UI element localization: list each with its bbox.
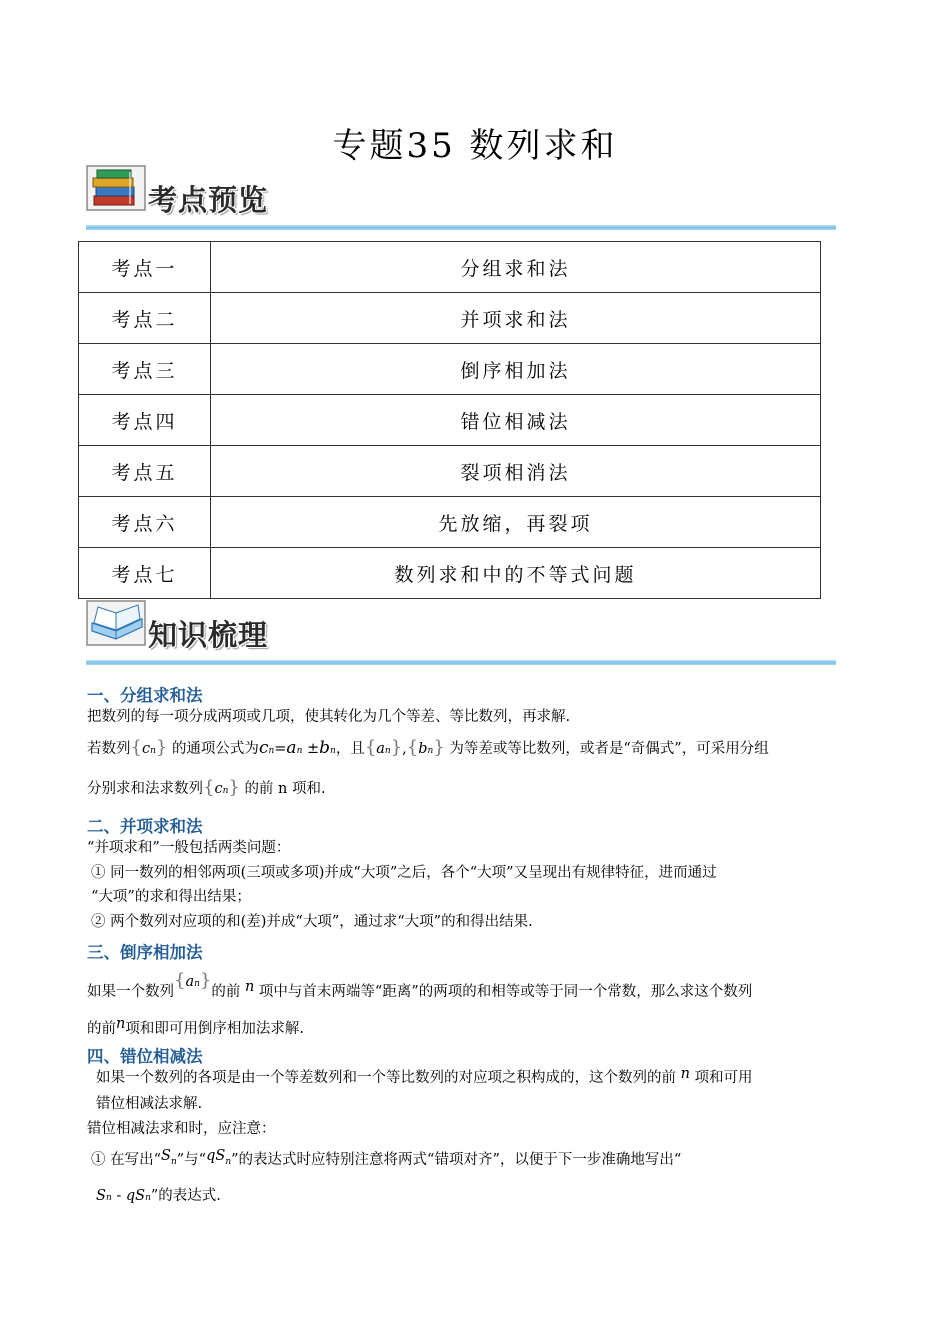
topic-value: 先放缩，再裂项 [211,497,821,548]
paragraph: 如果一个数列{an}的前 n 项中与首末两端等“距离”的两项的和相等或等于同一个常数，那么求这个数列 [87,970,753,1000]
topic-key: 考点三 [79,344,211,395]
banner-preview [86,162,836,230]
table-row [79,446,821,497]
banner-knowledge-title: 知识梳理 [148,618,269,652]
books-icon [86,162,148,214]
banner-knowledge [86,597,836,665]
paragraph: 分别求和法求数列{cn} 的前 n 项和. [87,777,326,798]
paragraph: 的前n项和即可用倒序相加法求解. [87,1016,304,1037]
paragraph: 把数列的每一项分成两项或几项，使其转化为几个等差、等比数列，再求解. [87,709,571,725]
table-row [79,293,821,344]
paragraph: 如果一个数列的各项是由一个等差数列和一个等比数列的对应项之积构成的，这个数列的前 n 项和可用 [96,1066,753,1086]
topic-value: 倒序相加法 [211,344,821,395]
paragraph-formula: 若数列{cn} 的通项公式为cn=an ±bn，且{an},{bn} 为等差或等比数列，或者是“奇偶式”，可采用分组 [87,737,769,758]
page-title: 专题35 数列求和 [332,126,618,166]
banner-divider [86,660,836,665]
banner-divider [86,225,836,230]
topic-key: 考点四 [79,395,211,446]
section-heading-4: 四、错位相减法 [87,1047,203,1066]
paragraph: “大项”的求和得出结果； [91,889,251,905]
paragraph: 错位相减法求解. [96,1096,203,1112]
paragraph: ① 同一数列的相邻两项(三项或多项)并成“大项”之后，各个“大项”又呈现出有规律特征，进而通过 [91,865,717,881]
topic-key: 考点一 [79,242,211,293]
topic-key: 考点六 [79,497,211,548]
table-row [79,344,821,395]
table-row [79,548,821,599]
section-heading-3: 三、倒序相加法 [87,943,203,962]
topic-value: 裂项相消法 [211,446,821,497]
topics-table [78,241,821,599]
table-row [79,395,821,446]
banner-preview-title: 考点预览 [148,183,269,217]
table-row [79,497,821,548]
section-heading-2: 二、并项求和法 [87,817,203,836]
paragraph: Sn - qSn”的表达式. [96,1188,221,1204]
topic-value: 数列求和中的不等式问题 [211,548,821,599]
paragraph: ② 两个数列对应项的和(差)并成“大项”，通过求“大项”的和得出结果. [91,914,533,930]
paragraph: “并项求和”一般包括两类问题： [87,840,291,856]
section-heading-1: 一、分组求和法 [87,686,203,705]
paragraph: ① 在写出“Sn”与“qSn”的表达式时应特别注意将两式“错项对齐”，以便于下一步准确地写出“ [91,1148,682,1168]
topic-key: 考点二 [79,293,211,344]
topic-key: 考点五 [79,446,211,497]
topic-key: 考点七 [79,548,211,599]
open-book-icon [86,597,148,649]
topic-value: 分组求和法 [211,242,821,293]
topic-value: 并项求和法 [211,293,821,344]
topic-value: 错位相减法 [211,395,821,446]
table-row [79,242,821,293]
paragraph: 错位相减法求和时，应注意： [87,1121,276,1137]
